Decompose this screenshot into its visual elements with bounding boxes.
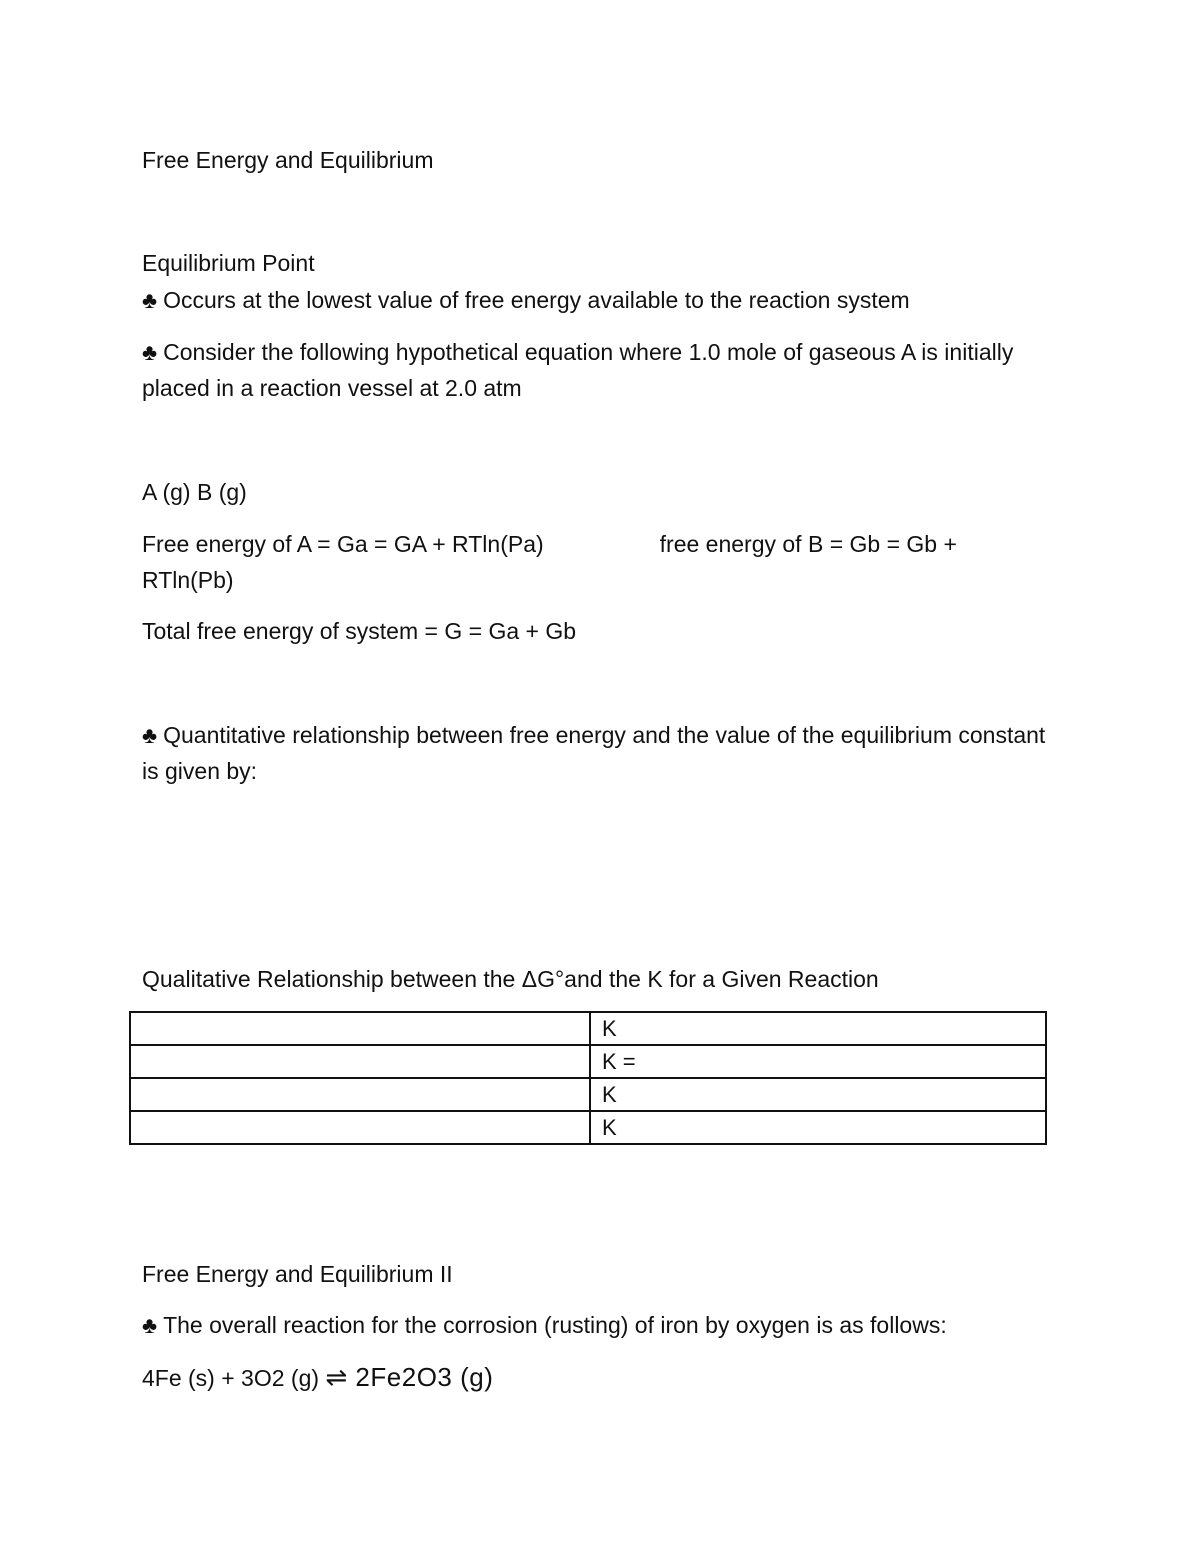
bullet-text: Occurs at the lowest value of free energy available to the reaction system xyxy=(163,287,910,313)
reaction-equation: A (g) B (g) xyxy=(142,479,247,505)
bullet-text: Quantitative relationship between free energy and the value of the equilibrium constant is given by: xyxy=(142,722,1046,784)
club-bullet-icon: ♣ xyxy=(142,1312,158,1338)
table-cell-right: K xyxy=(590,1111,1046,1144)
bullet-text: The overall reaction for the corrosion (rusting) of iron by oxygen is as follows: xyxy=(163,1312,947,1338)
table-row xyxy=(130,1045,1046,1078)
document-title: Free Energy and Equilibrium xyxy=(142,147,434,173)
equation-reactants: 4Fe (s) + 3O2 (g) xyxy=(142,1365,320,1391)
free-energy-expressions xyxy=(142,526,1047,598)
bullet-text: Consider the following hypothetical equation where 1.0 mole of gaseous A is initially placed in a reaction vessel at 2.0 atm xyxy=(142,339,1014,401)
table-row xyxy=(130,1078,1046,1111)
bullet-lowest-free-energy xyxy=(142,282,1047,318)
bullet-quantitative-relationship xyxy=(142,717,1047,789)
table-row xyxy=(130,1012,1046,1045)
club-bullet-icon: ♣ xyxy=(142,722,158,748)
club-bullet-icon: ♣ xyxy=(142,287,158,313)
section-heading-free-energy-ii: Free Energy and Equilibrium II xyxy=(142,1261,453,1287)
bullet-hypothetical-equation xyxy=(142,334,1047,406)
club-bullet-icon: ♣ xyxy=(142,339,158,365)
delta-g-k-table xyxy=(129,1011,1047,1145)
table-heading: Qualitative Relationship between the ΔG°and the K for a Given Reaction xyxy=(142,966,879,992)
free-energy-b: free energy of B = Gb = Gb + RTln(Pb) xyxy=(142,531,957,593)
table-cell-left xyxy=(130,1078,590,1111)
table-cell-right: K = xyxy=(590,1045,1046,1078)
table-cell-left xyxy=(130,1045,590,1078)
table-cell-left xyxy=(130,1111,590,1144)
iron-corrosion-equation xyxy=(142,1359,493,1396)
equation-products: ⇌ 2Fe2O3 (g) xyxy=(325,1362,494,1392)
total-free-energy: Total free energy of system = G = Ga + Gb xyxy=(142,618,577,644)
table-cell-left xyxy=(130,1012,590,1045)
table-cell-right: K xyxy=(590,1078,1046,1111)
table-row xyxy=(130,1111,1046,1144)
section-heading-equilibrium-point: Equilibrium Point xyxy=(142,250,315,276)
free-energy-a: Free energy of A = Ga = GA + RTln(Pa) xyxy=(142,531,544,557)
table-cell-right: K xyxy=(590,1012,1046,1045)
bullet-corrosion-reaction xyxy=(142,1307,1047,1343)
